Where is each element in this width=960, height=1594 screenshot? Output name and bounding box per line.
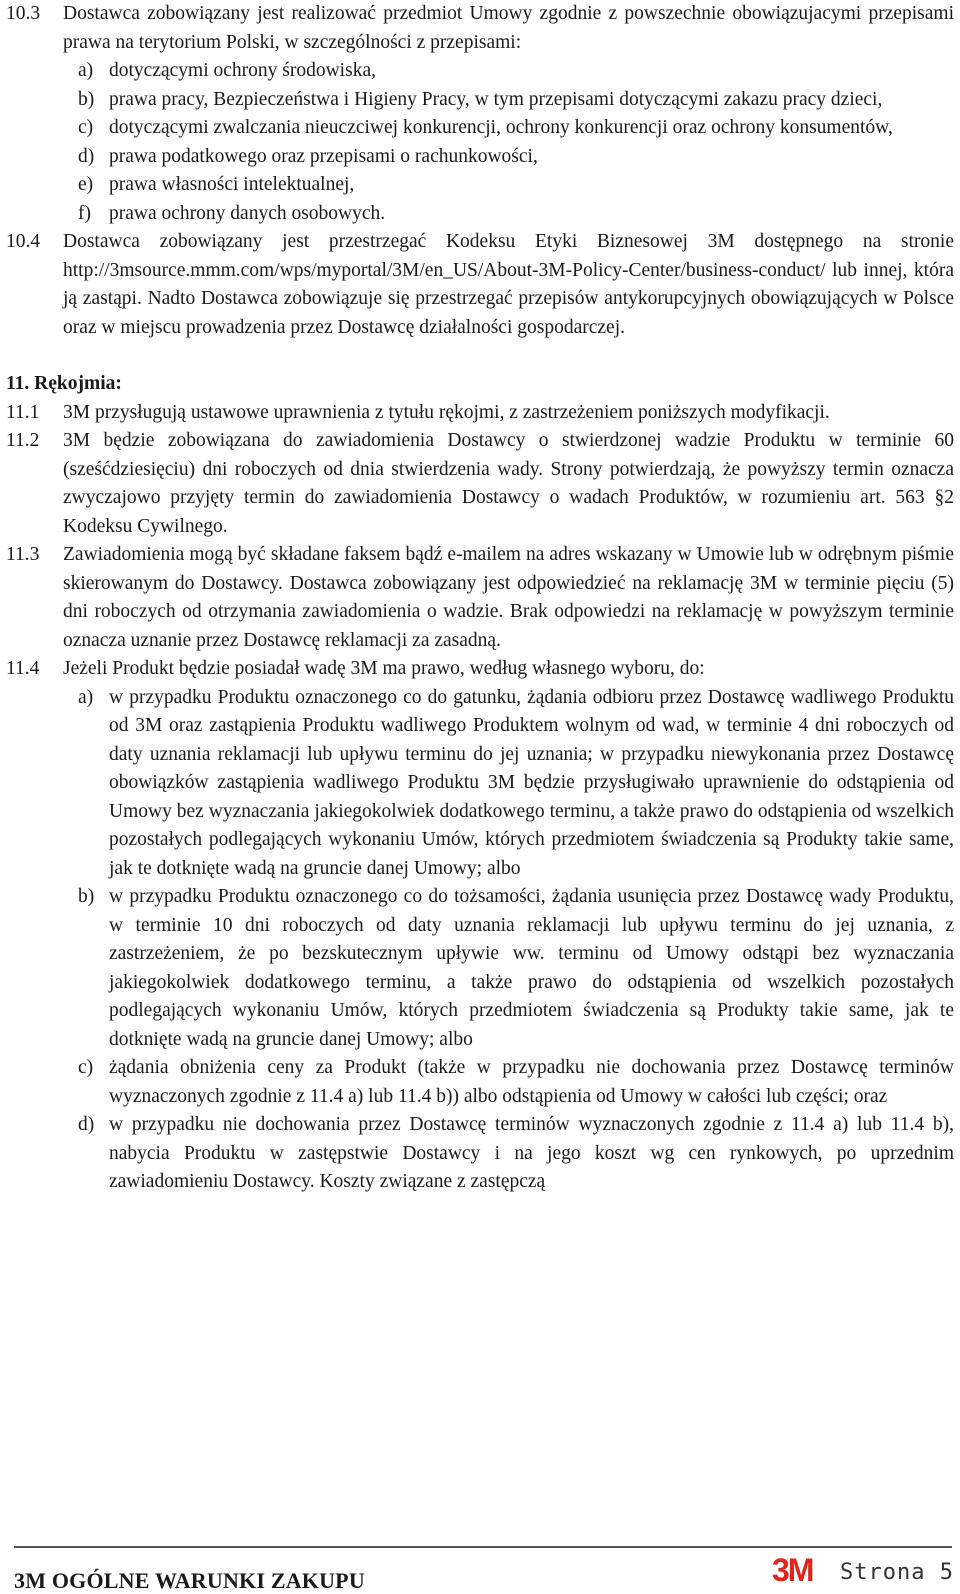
list-label: a) <box>78 60 94 81</box>
paragraph-text: Jeżeli Produkt będzie posiadał wadę 3M ma prawo, według własnego wyboru, do: <box>63 658 705 679</box>
paragraph-11-4 <box>6 655 954 684</box>
page-footer <box>14 1546 954 1593</box>
paragraph-text: 3M będzie zobowiązana do zawiadomienia Dostawcy o stwierdzonej wadzie Produktu w terminie 60 (sześćdziesięciu) dni roboczych od dnia stwierdzenia wady. Strony potwierdzają, że powyższy termin oznacza zwyczajowo przyjęty termin do zawiadomienia Dostawcy o wadach Produktów, w rozumieniu art. 563 §2 Kodeksu Cywilnego. <box>63 430 954 537</box>
list-label: e) <box>78 174 94 195</box>
section-heading: 11. Rękojmia: <box>6 373 122 394</box>
paragraph-number: 10.4 <box>6 231 41 252</box>
list-text: prawa podatkowego oraz przepisami o rachunkowości, <box>109 145 538 167</box>
footer-divider <box>14 1546 952 1548</box>
list-item <box>6 1054 954 1111</box>
list-text: w przypadku nie dochowania przez Dostawcę terminów wyznaczonych zgodnie z 11.4 a) lub 11.4 b), nabycia Produktu w zastępstwie Dostawcy i na jego koszt wg cen rynkowych, po uprzednim zawiadomieniu Dostawcy. Koszty związane z zastępczą <box>109 1114 954 1192</box>
list-item <box>6 86 954 115</box>
list-label: c) <box>78 117 94 138</box>
paragraph-text: 3M przysługują ustawowe uprawnienia z tytułu rękojmi, z zastrzeżeniem poniższych modyfikacji. <box>63 401 830 423</box>
list-text: w przypadku Produktu oznaczonego co do tożsamości, żądania usunięcia przez Dostawcę wady Produktu, w terminie 10 dni roboczych od daty uznania reklamacji lub upływu terminu do jej uznania, z zastrzeżeniem, że po bezskutecznym upływie ww. terminu od Umowy odstąpi bez wyznaczania jakiegokolwiek dodatkowego terminu, a także prawo do odstąpienia od wszelkich pozostałych podlegających wykonaniu Umów, których przedmiotem świadczenia są Produkty takie same, jak te dotknięte wadą na gruncie danej Umowy; albo <box>109 886 954 1050</box>
paragraph-10-3 <box>6 0 954 57</box>
list-item <box>6 114 954 143</box>
paragraph-text: Dostawca zobowiązany jest realizować przedmiot Umowy zgodnie z powszechnie obowiązujacymi przepisami prawa na terytorium Polski, w szczególności z przepisami: <box>63 3 954 53</box>
list-item <box>6 883 954 1054</box>
list-text: prawa pracy, Bezpieczeństwa i Higieny Pracy, w tym przepisami dotyczącymi zakazu pracy dzieci, <box>109 88 883 110</box>
footer-title: 3M OGÓLNE WARUNKI ZAKUPU <box>14 1568 365 1593</box>
paragraph-11-2 <box>6 427 954 541</box>
list-item <box>6 143 954 172</box>
paragraph-text: Zawiadomienia mogą być składane faksem bądź e-mailem na adres wskazany w Umowie lub w odrębnym piśmie skierowanym do Dostawcy. Dostawca zobowiązany jest odpowiedzieć na reklamację 3M w terminie pięciu (5) dni roboczych od otrzymania zawiadomienia o wadzie. Brak odpowiedzi na reklamację w powyższym terminie oznacza uznanie przez Dostawcę reklamacji za zasadną. <box>63 544 954 651</box>
list-label: f) <box>78 202 91 224</box>
paragraph-10-4 <box>6 228 954 342</box>
list-item <box>6 1111 954 1197</box>
paragraph-11-1 <box>6 399 954 428</box>
paragraph-number: 11.1 <box>6 401 40 423</box>
paragraph-number: 11.4 <box>6 658 40 679</box>
list-label: d) <box>78 1114 95 1135</box>
list-text: prawa własności intelektualnej, <box>109 174 355 195</box>
paragraph-number: 10.3 <box>6 3 41 24</box>
paragraph-text: Dostawca zobowiązany jest przestrzegać Kodeksu Etyki Biznesowej 3M dostępnego na stronie http://3msource.mmm.com/wps/myportal/3M/en_US/About-3M-Policy-Center/business-conduct/ lub innej, która ją zastąpi. Nadto Dostawca zobowiązuje się przestrzegać przepisów antykorupcyjnych obowiązujących w Polsce oraz w miejscu prowadzenia przez Dostawcę działalności gospodarczej. <box>63 231 954 338</box>
paragraph-number: 11.2 <box>6 430 40 451</box>
list-item <box>6 57 954 86</box>
paragraph-number: 11.3 <box>6 544 40 565</box>
list-label: d) <box>78 145 95 167</box>
list-label: b) <box>78 88 95 110</box>
list-item <box>6 684 954 884</box>
list-text: dotyczącymi zwalczania nieuczciwej konkurencji, ochrony konkurencji oraz ochrony konsumentów, <box>109 117 893 138</box>
list-label: a) <box>78 686 94 708</box>
page-number: Strona 5 <box>840 1560 954 1585</box>
list-text: prawa ochrony danych osobowych. <box>109 202 386 224</box>
list-item <box>6 171 954 200</box>
list-text: dotyczącymi ochrony środowiska, <box>109 60 376 81</box>
list-label: b) <box>78 886 95 907</box>
list-text: w przypadku Produktu oznaczonego co do gatunku, żądania odbioru przez Dostawcę wadliwego Produktu od 3M oraz zastąpienia Produktu wadliwego Produktem wolnym od wad, w terminie 4 dni roboczych od daty uznania reklamacji lub upływu terminu do jej uznania; w przypadku niewykonania przez Dostawcę obowiązków zastąpienia wadliwego Produktu 3M będzie przysługiwało uprawnienie do odstąpienia od Umowy bez wyznaczania jakiegokolwiek dodatkowego terminu, a także prawo do odstąpienia od wszelkich pozostałych podlegających wykonaniu Umów, których przedmiotem świadczenia są Produkty takie same, jak te dotknięte wadą na gruncie danej Umowy; albo <box>109 686 954 879</box>
3m-logo-icon <box>772 1554 828 1584</box>
list-label: c) <box>78 1057 94 1078</box>
svg-text:3M: 3M <box>772 1554 813 1584</box>
paragraph-11-3 <box>6 541 954 655</box>
document-body <box>6 0 954 1197</box>
list-item <box>6 200 954 229</box>
list-text: żądania obniżenia ceny za Produkt (także w przypadku nie dochowania przez Dostawcę terminów wyznaczonych zgodnie z 11.4 a) lub 11.4 b)) albo odstąpienia od Umowy w całości lub części; oraz <box>109 1057 954 1107</box>
